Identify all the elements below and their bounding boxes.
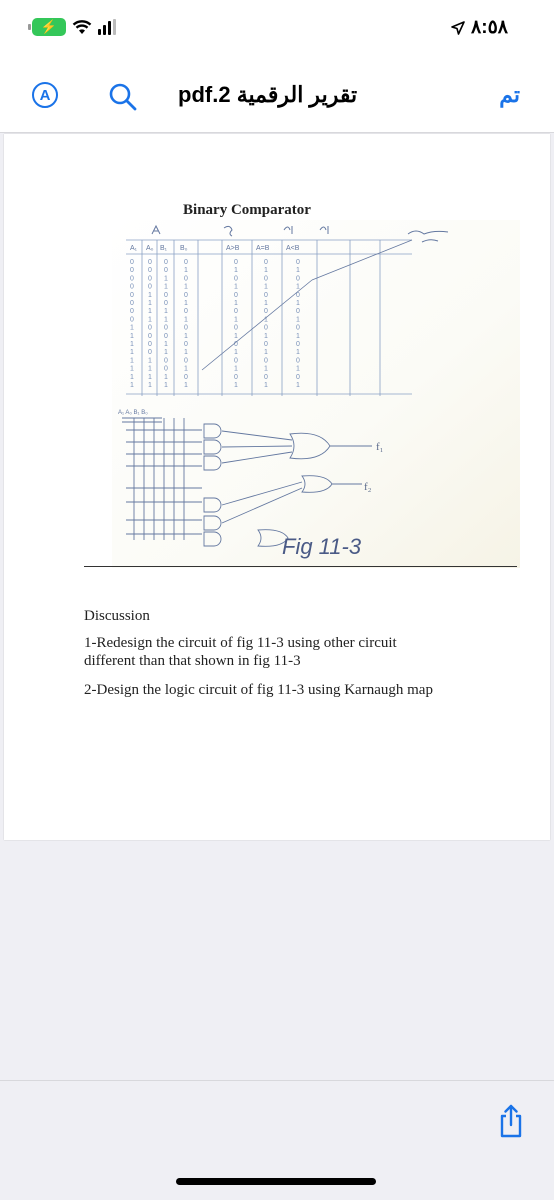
svg-text:0: 0 [130,283,134,291]
svg-text:A₀: A₀ [146,245,154,252]
svg-text:1: 1 [130,382,134,389]
svg-text:1: 1 [184,267,188,275]
svg-text:1: 1 [148,382,152,389]
svg-text:1: 1 [148,308,152,316]
svg-text:0: 0 [234,357,238,365]
svg-text:1: 1 [296,267,300,275]
share-icon[interactable] [498,1104,524,1138]
handwritten-figure-image [112,220,520,568]
svg-text:0: 0 [148,283,152,291]
svg-text:0: 0 [296,259,300,266]
svg-text:0: 0 [164,300,168,307]
signal-icon [98,19,116,35]
page-heading: Binary Comparator [183,202,311,218]
search-icon[interactable] [108,82,138,112]
svg-text:1: 1 [264,300,268,307]
svg-text:1: 1 [148,300,152,307]
status-time [451,16,508,39]
svg-text:0: 0 [264,275,268,283]
svg-text:0: 0 [234,275,238,283]
svg-text:0: 0 [148,332,152,340]
svg-text:1: 1 [148,373,152,381]
discussion-item-1-line-1: 1-Redesign the circuit of fig 11-3 using other circuit [84,635,397,651]
document-title: تقرير الرقمية 2.pdf [178,82,358,107]
svg-text:0: 0 [130,291,134,299]
location-arrow-icon [451,21,465,35]
svg-text:1: 1 [164,283,168,291]
svg-text:0: 0 [184,259,188,266]
svg-text:1: 1 [164,316,168,324]
svg-text:0: 0 [130,300,134,307]
svg-text:0: 0 [234,291,238,299]
svg-text:1: 1 [234,300,238,307]
home-indicator[interactable] [176,1178,376,1185]
svg-text:0: 0 [184,357,188,365]
svg-text:0: 0 [164,332,168,340]
svg-text:1: 1 [264,382,268,389]
svg-text:1: 1 [130,324,134,332]
svg-text:f₂: f₂ [364,481,372,493]
svg-text:f₁: f₁ [376,441,384,453]
toolbar-divider [0,1080,554,1081]
divider [84,566,517,567]
svg-text:B₁: B₁ [160,245,168,252]
svg-text:1: 1 [264,267,268,275]
battery-icon: ⚡ [32,18,66,36]
svg-text:0: 0 [164,259,168,266]
svg-text:1: 1 [164,275,168,283]
svg-text:0: 0 [148,341,152,348]
svg-text:1: 1 [148,291,152,299]
svg-text:0: 0 [130,259,134,266]
svg-text:1: 1 [164,308,168,316]
svg-text:0: 0 [264,341,268,348]
svg-text:B₀: B₀ [180,245,188,252]
svg-text:1: 1 [164,382,168,389]
svg-text:1: 1 [184,332,188,340]
status-bar [0,0,554,60]
svg-text:1: 1 [296,349,300,357]
svg-text:1: 1 [234,365,238,373]
svg-text:1: 1 [130,341,134,348]
svg-text:0: 0 [234,324,238,332]
svg-text:1: 1 [234,283,238,291]
done-button[interactable]: تم [499,82,520,107]
svg-text:0: 0 [164,324,168,332]
svg-text:0: 0 [164,291,168,299]
svg-text:1: 1 [184,316,188,324]
svg-text:0: 0 [164,357,168,365]
svg-text:1: 1 [264,365,268,373]
svg-text:0: 0 [296,341,300,348]
status-left [32,18,116,36]
svg-text:1: 1 [184,283,188,291]
svg-text:A₁: A₁ [130,245,138,252]
svg-text:1: 1 [130,365,134,373]
discussion-item-2: 2-Design the logic circuit of fig 11-3 using Karnaugh map [84,682,433,698]
discussion-heading: Discussion [84,608,150,624]
svg-text:1: 1 [234,382,238,389]
svg-text:1: 1 [234,267,238,275]
svg-text:0: 0 [296,357,300,365]
svg-text:A<B: A<B [286,245,300,252]
discussion-item-1-line-2: different than that shown in fig 11-3 [84,653,301,669]
svg-text:0: 0 [264,373,268,381]
svg-text:0: 0 [296,324,300,332]
svg-text:1: 1 [184,300,188,307]
svg-text:1: 1 [164,373,168,381]
svg-text:1: 1 [148,365,152,373]
svg-text:0: 0 [184,373,188,381]
time-text: ٨:٥٨ [471,17,508,38]
svg-text:0: 0 [148,267,152,275]
svg-text:1: 1 [296,365,300,373]
svg-text:1: 1 [264,332,268,340]
svg-text:1: 1 [296,332,300,340]
svg-text:A₁ A₀ B₁ B₀: A₁ A₀ B₁ B₀ [118,410,148,416]
svg-text:1: 1 [264,349,268,357]
svg-text:0: 0 [130,308,134,316]
svg-text:A=B: A=B [256,245,270,252]
svg-text:0: 0 [148,259,152,266]
svg-text:1: 1 [184,365,188,373]
wifi-icon [72,19,92,35]
svg-text:1: 1 [296,300,300,307]
svg-text:0: 0 [234,308,238,316]
svg-text:1: 1 [184,382,188,389]
svg-text:1: 1 [130,332,134,340]
svg-text:0: 0 [296,291,300,299]
svg-text:0: 0 [264,357,268,365]
svg-text:0: 0 [296,373,300,381]
svg-text:0: 0 [234,373,238,381]
svg-text:0: 0 [234,259,238,266]
svg-text:0: 0 [264,291,268,299]
svg-text:A>B: A>B [226,245,240,252]
svg-text:1: 1 [264,316,268,324]
svg-text:0: 0 [184,341,188,348]
svg-text:0: 0 [234,341,238,348]
svg-text:0: 0 [264,324,268,332]
svg-text:0: 0 [130,316,134,324]
svg-text:1: 1 [148,357,152,365]
svg-text:1: 1 [164,341,168,348]
svg-text:0: 0 [164,267,168,275]
pdf-page [4,134,550,840]
svg-text:1: 1 [164,349,168,357]
figure-caption: Fig 11-3 [282,534,362,559]
markup-icon[interactable]: A [32,82,58,108]
svg-text:0: 0 [148,275,152,283]
svg-text:1: 1 [264,283,268,291]
svg-text:1: 1 [130,357,134,365]
svg-text:0: 0 [130,267,134,275]
svg-text:1: 1 [296,382,300,389]
svg-text:0: 0 [130,275,134,283]
svg-text:1: 1 [296,283,300,291]
svg-text:0: 0 [148,349,152,357]
svg-text:0: 0 [184,324,188,332]
svg-text:1: 1 [130,373,134,381]
svg-text:1: 1 [234,349,238,357]
svg-text:1: 1 [184,349,188,357]
svg-text:1: 1 [296,316,300,324]
svg-text:1: 1 [130,349,134,357]
svg-text:0: 0 [164,365,168,373]
svg-text:0: 0 [296,275,300,283]
svg-text:0: 0 [264,308,268,316]
navigation-bar [0,60,554,133]
svg-text:0: 0 [264,259,268,266]
svg-text:1: 1 [148,316,152,324]
svg-text:0: 0 [184,275,188,283]
svg-text:1: 1 [234,316,238,324]
svg-text:0: 0 [184,291,188,299]
svg-text:0: 0 [296,308,300,316]
svg-text:0: 0 [184,308,188,316]
svg-text:1: 1 [234,332,238,340]
svg-text:0: 0 [148,324,152,332]
